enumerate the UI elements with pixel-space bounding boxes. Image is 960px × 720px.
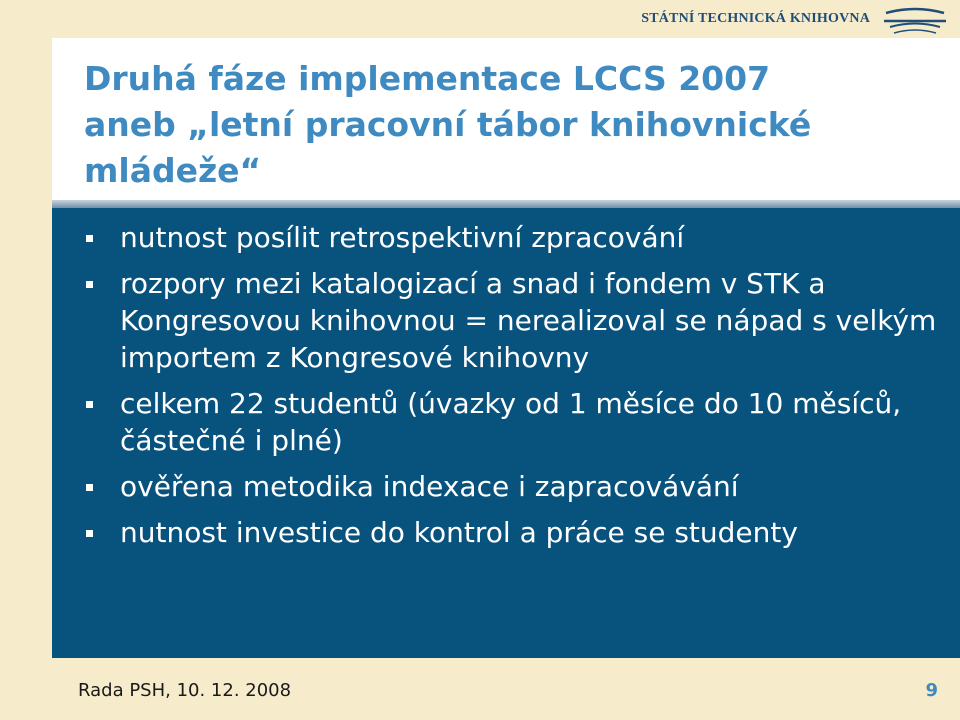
bullet-square-icon xyxy=(86,401,93,408)
top-bar xyxy=(0,0,960,38)
footer-date: Rada PSH, 10. 12. 2008 xyxy=(78,680,292,701)
bullet-text: ověřena metodika indexace i zapracovávání xyxy=(120,470,739,503)
organization-name: STÁTNÍ TECHNICKÁ KNIHOVNA xyxy=(641,11,870,26)
bullet-square-icon xyxy=(86,235,93,242)
page-number: 9 xyxy=(925,680,938,701)
bullet-item xyxy=(82,385,942,459)
stk-logo-icon xyxy=(880,3,950,39)
bullet-item xyxy=(82,219,942,256)
bullet-text: rozpory mezi katalogizací a snad i fondem v STK a Kongresovou knihovnou = nerealizoval se nápad s velkým importem z Kongresové knihovny xyxy=(120,267,937,374)
bullet-square-icon xyxy=(86,484,93,491)
bullet-item xyxy=(82,514,942,551)
bullet-square-icon xyxy=(86,530,93,537)
bullet-text: nutnost posílit retrospektivní zpracování xyxy=(120,221,685,254)
slide-panel xyxy=(52,38,960,658)
bullet-text: celkem 22 studentů (úvazky od 1 měsíce do 10 měsíců, částečné i plné) xyxy=(120,387,902,457)
bullet-item xyxy=(82,265,942,376)
bullet-list xyxy=(82,210,942,551)
title-box xyxy=(52,38,960,200)
bullet-item xyxy=(82,468,942,505)
bullet-square-icon xyxy=(86,281,93,288)
slide-title: Druhá fáze implementace LCCS 2007 aneb „letní pracovní tábor knihovnické mládeže“ xyxy=(84,59,812,190)
title-divider xyxy=(52,200,960,208)
left-margin-strip xyxy=(0,38,52,720)
slide-footer xyxy=(52,658,960,720)
bullet-text: nutnost investice do kontrol a práce se studenty xyxy=(120,516,798,549)
